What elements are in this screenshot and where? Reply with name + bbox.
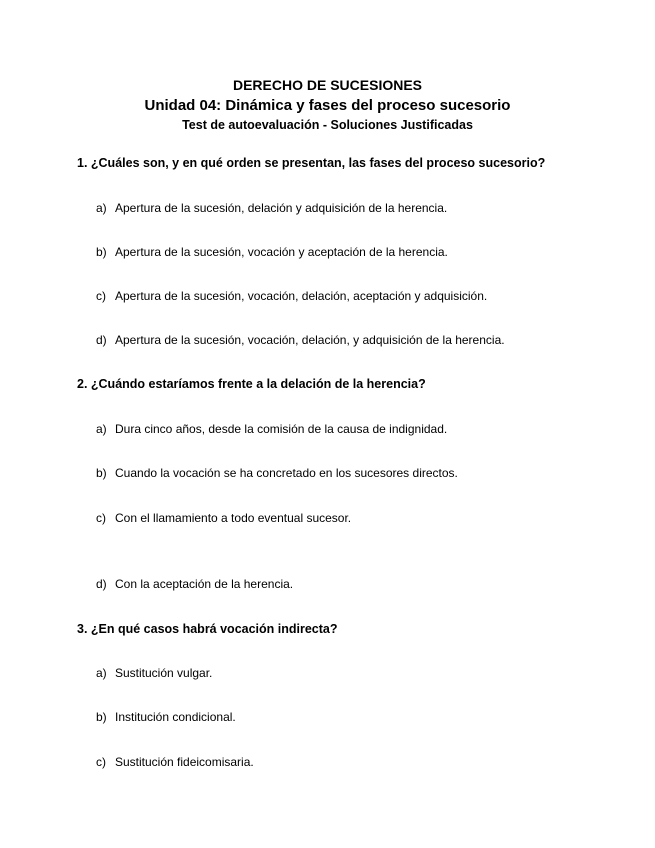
option-letter: c) bbox=[96, 289, 106, 303]
option-letter: b) bbox=[96, 710, 107, 724]
option-text: Cuando la vocación se ha concretado en los sucesores directos. bbox=[115, 466, 458, 480]
answer-option bbox=[96, 333, 505, 347]
answer-option bbox=[96, 755, 254, 769]
option-text: Institución condicional. bbox=[115, 710, 236, 724]
option-letter: b) bbox=[96, 466, 107, 480]
option-letter: a) bbox=[96, 422, 107, 436]
answer-option bbox=[96, 289, 487, 303]
option-text: Con el llamamiento a todo eventual sucesor. bbox=[115, 511, 352, 525]
answer-option bbox=[96, 666, 212, 680]
option-text: Sustitución vulgar. bbox=[115, 666, 213, 680]
option-text: Apertura de la sucesión, vocación, delación, aceptación y adquisición. bbox=[115, 289, 488, 303]
option-text: Apertura de la sucesión, vocación, delación, y adquisición de la herencia. bbox=[115, 333, 505, 347]
answer-option bbox=[96, 422, 447, 436]
answer-option bbox=[96, 201, 447, 215]
question-text: 2. ¿Cuándo estaríamos frente a la delación de la herencia? bbox=[77, 377, 426, 391]
option-text: Con la aceptación de la herencia. bbox=[115, 577, 294, 591]
document-subtitle: Test de autoevaluación - Soluciones Justificadas bbox=[182, 118, 473, 132]
document-title: DERECHO DE SUCESIONES bbox=[232, 77, 423, 93]
answer-option bbox=[96, 710, 236, 724]
question-text: 1. ¿Cuáles son, y en qué orden se presentan, las fases del proceso sucesorio? bbox=[77, 156, 546, 170]
option-letter: d) bbox=[96, 333, 107, 347]
answer-option bbox=[96, 577, 293, 591]
answer-option bbox=[96, 245, 448, 259]
option-letter: d) bbox=[96, 577, 107, 591]
unit-title: Unidad 04: Dinámica y fases del proceso sucesorio bbox=[144, 97, 511, 114]
question-text: 3. ¿En qué casos habrá vocación indirecta? bbox=[77, 622, 338, 636]
option-letter: b) bbox=[96, 245, 107, 259]
option-letter: a) bbox=[96, 666, 107, 680]
answer-option bbox=[96, 511, 351, 525]
option-text: Dura cinco años, desde la comisión de la causa de indignidad. bbox=[115, 422, 448, 436]
answer-option bbox=[96, 466, 458, 480]
option-letter: c) bbox=[96, 755, 106, 769]
option-text: Sustitución fideicomisaria. bbox=[115, 755, 254, 769]
option-letter: c) bbox=[96, 511, 106, 525]
option-text: Apertura de la sucesión, vocación y aceptación de la herencia. bbox=[115, 245, 448, 259]
option-text: Apertura de la sucesión, delación y adquisición de la herencia. bbox=[115, 201, 448, 215]
option-letter: a) bbox=[96, 201, 107, 215]
